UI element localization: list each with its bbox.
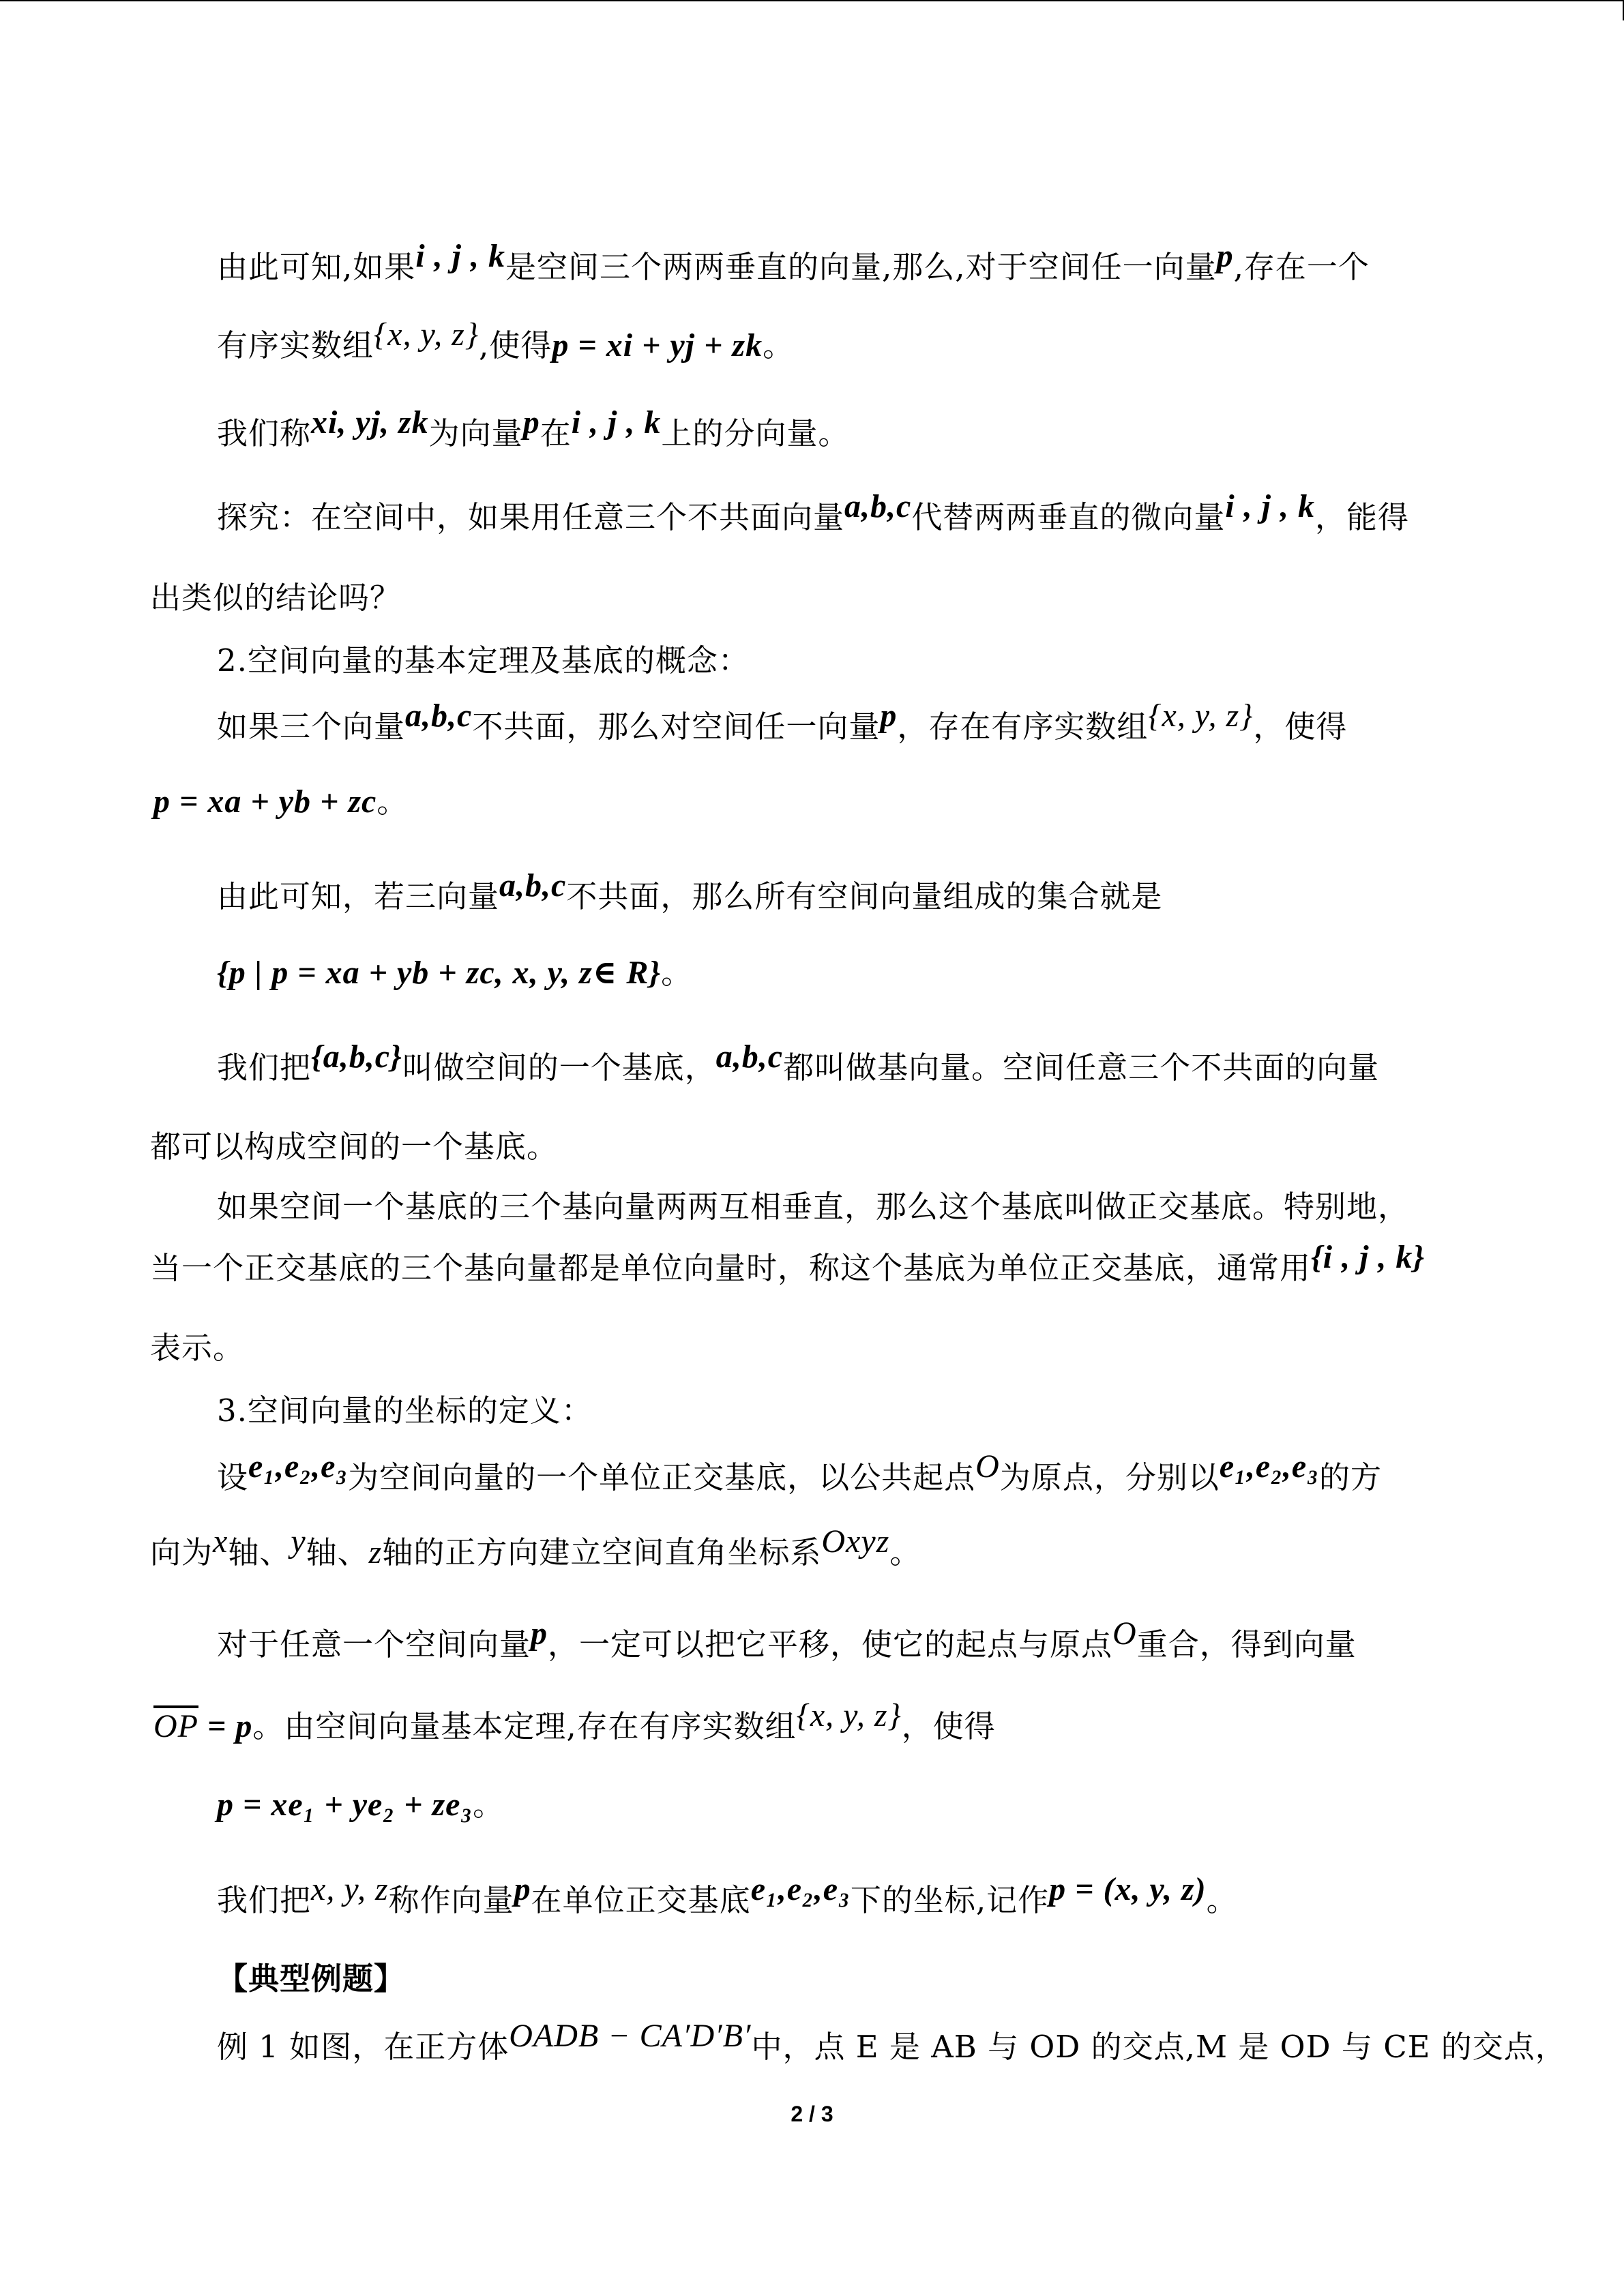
math-expression: a,b,c: [844, 488, 912, 524]
text-run: 轴、: [306, 1534, 369, 1570]
text-line: [217, 951, 692, 995]
text-run: 。: [763, 327, 795, 363]
text-run: ，一定可以把它平移，使它的起点与原点: [548, 1626, 1113, 1663]
text-run: 向为: [150, 1534, 213, 1570]
text-run: ，使得: [901, 1708, 996, 1744]
text-line: [217, 238, 1370, 289]
text-line: [150, 1523, 921, 1575]
text-run: 都叫做基向量。空间任意三个不共面的向量: [783, 1049, 1380, 1086]
text-line: [217, 316, 795, 368]
math-expression: x: [213, 1523, 228, 1560]
text-run: 由此可知,如果: [217, 249, 416, 285]
math-expression: = p: [198, 1708, 253, 1744]
text-line: [217, 867, 1163, 919]
text-line: [150, 576, 401, 620]
page-number: 2 / 3: [791, 2102, 833, 2126]
text-line: [217, 1185, 1409, 1229]
math-expression: z: [368, 1534, 383, 1570]
text-line: [217, 404, 850, 456]
math-expression: i , j , k: [1225, 488, 1316, 524]
math-expression: p: [1216, 238, 1234, 274]
text-run: 称作向量: [388, 1882, 514, 1918]
text-run: 的方: [1318, 1459, 1382, 1495]
math-expression: p = (x, y, z): [1049, 1871, 1207, 1907]
text-run: 。: [473, 1787, 505, 1823]
math-expression: Oxyz: [821, 1523, 890, 1560]
text-run: 对于任意一个空间向量: [217, 1626, 531, 1663]
math-expression: e₁,e₂,e₃: [750, 1871, 851, 1907]
math-expression: a,b,c: [405, 698, 473, 734]
math-expression: OADB − CA′D′B′: [509, 2018, 752, 2054]
math-expression: p = xa + yb + zc: [153, 784, 377, 820]
text-run: 上的分向量。: [661, 415, 850, 451]
text-line: [150, 1239, 1426, 1290]
text-run: ,使得: [479, 327, 552, 363]
math-expression: p = xe₁ + ye₂ + ze₃: [217, 1787, 473, 1823]
text-run: 探究：在空间中，如果用任意三个不共面向量: [217, 499, 845, 535]
text-line: [217, 1039, 1380, 1090]
text-line: [217, 2018, 1567, 2069]
text-line: [217, 488, 1410, 539]
math-expression: i , j , k: [415, 238, 505, 274]
text-run: 我们把: [217, 1049, 312, 1086]
text-run: 是空间三个两两垂直的向量,那么,对于空间任一向量: [505, 249, 1217, 285]
text-run: 不共面，那么所有空间向量组成的集合就是: [566, 878, 1163, 914]
text-run: 代替两两垂直的微向量: [911, 499, 1226, 535]
text-run: ，存在有序实数组: [897, 709, 1149, 745]
math-expression: p: [531, 1615, 548, 1652]
text-line: [217, 1957, 405, 2001]
text-line: [217, 1615, 1357, 1667]
math-expression: {x, y, z}: [1148, 698, 1254, 734]
text-run: 。: [661, 955, 693, 991]
text-run: 轴的正方向建立空间直角坐标系: [382, 1534, 822, 1570]
text-run: 在: [540, 415, 572, 451]
math-expression: {x, y, z}: [796, 1697, 902, 1733]
text-run: 3.空间向量的坐标的定义：: [217, 1392, 593, 1429]
math-expression: {a,b,c}: [311, 1039, 402, 1075]
text-run: 。: [1206, 1882, 1238, 1918]
text-run: 下的坐标,记作: [850, 1882, 1050, 1918]
math-expression: {x, y, z}: [374, 316, 479, 353]
text-line: [153, 1697, 996, 1748]
math-expression: {p | p = xa + yb + zc, x, y, z∈ R}: [217, 955, 662, 991]
text-line: [217, 1871, 1238, 1922]
math-expression: O: [1112, 1615, 1137, 1652]
text-run: 我们把: [217, 1882, 312, 1918]
text-run: 。由空间向量基本定理,存在有序实数组: [252, 1708, 797, 1744]
text-run: 当一个正交基底的三个基向量都是单位向量时，称这个基底为单位正交基底，通常用: [150, 1250, 1312, 1286]
math-expression: a,b,c: [499, 867, 567, 904]
text-line: [150, 1326, 244, 1370]
text-run: 为向量: [428, 415, 523, 451]
math-expression: p: [514, 1871, 531, 1907]
text-run: 不共面，那么对空间任一向量: [472, 709, 881, 745]
text-run: 由此可知，若三向量: [217, 878, 500, 914]
text-run: ，使得: [1253, 709, 1348, 745]
text-run: 。: [377, 784, 409, 820]
text-run: 有序实数组: [217, 327, 374, 363]
math-expression: e₁,e₂,e₃: [248, 1448, 349, 1485]
text-run: 轴、: [228, 1534, 291, 1570]
section-heading: 【典型例题】: [217, 1960, 406, 1997]
math-expression: a,b,c: [715, 1039, 784, 1075]
text-line: [217, 1389, 593, 1433]
text-run: 如果空间一个基底的三个基向量两两互相垂直，那么这个基底叫做正交基底。特别地，: [217, 1189, 1410, 1225]
math-expression: p: [880, 698, 898, 734]
text-line: [217, 639, 750, 683]
text-run: 例 1 如图，在正方体: [217, 2029, 510, 2065]
math-expression: $\overline{OP}$: [153, 1708, 198, 1744]
text-run: ，能得: [1315, 499, 1410, 535]
math-expression: {i , j , k}: [1311, 1239, 1426, 1275]
text-run: 表示。: [150, 1330, 245, 1366]
math-expression: xi, yj, zk: [311, 404, 429, 441]
text-line: [217, 698, 1348, 749]
math-expression: y: [291, 1523, 306, 1560]
text-run: 中，点 E 是 AB 与 OD 的交点,M 是 OD 与 CE 的交点，: [751, 2029, 1567, 2065]
text-run: 如果三个向量: [217, 709, 406, 745]
text-run: 我们称: [217, 415, 312, 451]
text-run: ,存在一个: [1233, 249, 1370, 285]
text-run: 在单位正交基底: [531, 1882, 751, 1918]
text-line: [153, 780, 408, 824]
text-run: 设: [217, 1459, 249, 1495]
math-expression: p: [522, 404, 540, 441]
text-run: 叫做空间的一个基底，: [402, 1049, 716, 1086]
text-run: 为空间向量的一个单位正交基底，以公共起点: [348, 1459, 976, 1495]
text-run: 2.空间向量的基本定理及基底的概念：: [217, 642, 750, 679]
text-run: 重合，得到向量: [1136, 1626, 1357, 1663]
text-run: 出类似的结论吗？: [150, 580, 402, 616]
text-run: 。: [889, 1534, 921, 1570]
math-expression: O: [975, 1448, 1000, 1485]
math-expression: x, y, z: [311, 1871, 389, 1907]
text-line: [217, 1783, 504, 1827]
math-expression: i , j , k: [571, 404, 662, 441]
text-run: 都可以构成空间的一个基底。: [150, 1129, 559, 1165]
text-run: 为原点，分别以: [999, 1459, 1220, 1495]
text-line: [217, 1448, 1382, 1500]
math-expression: p = xi + yj + zk: [552, 327, 763, 363]
text-line: [150, 1125, 558, 1169]
page-top-border: [0, 0, 1624, 1]
math-expression: e₁,e₂,e₃: [1219, 1448, 1319, 1485]
